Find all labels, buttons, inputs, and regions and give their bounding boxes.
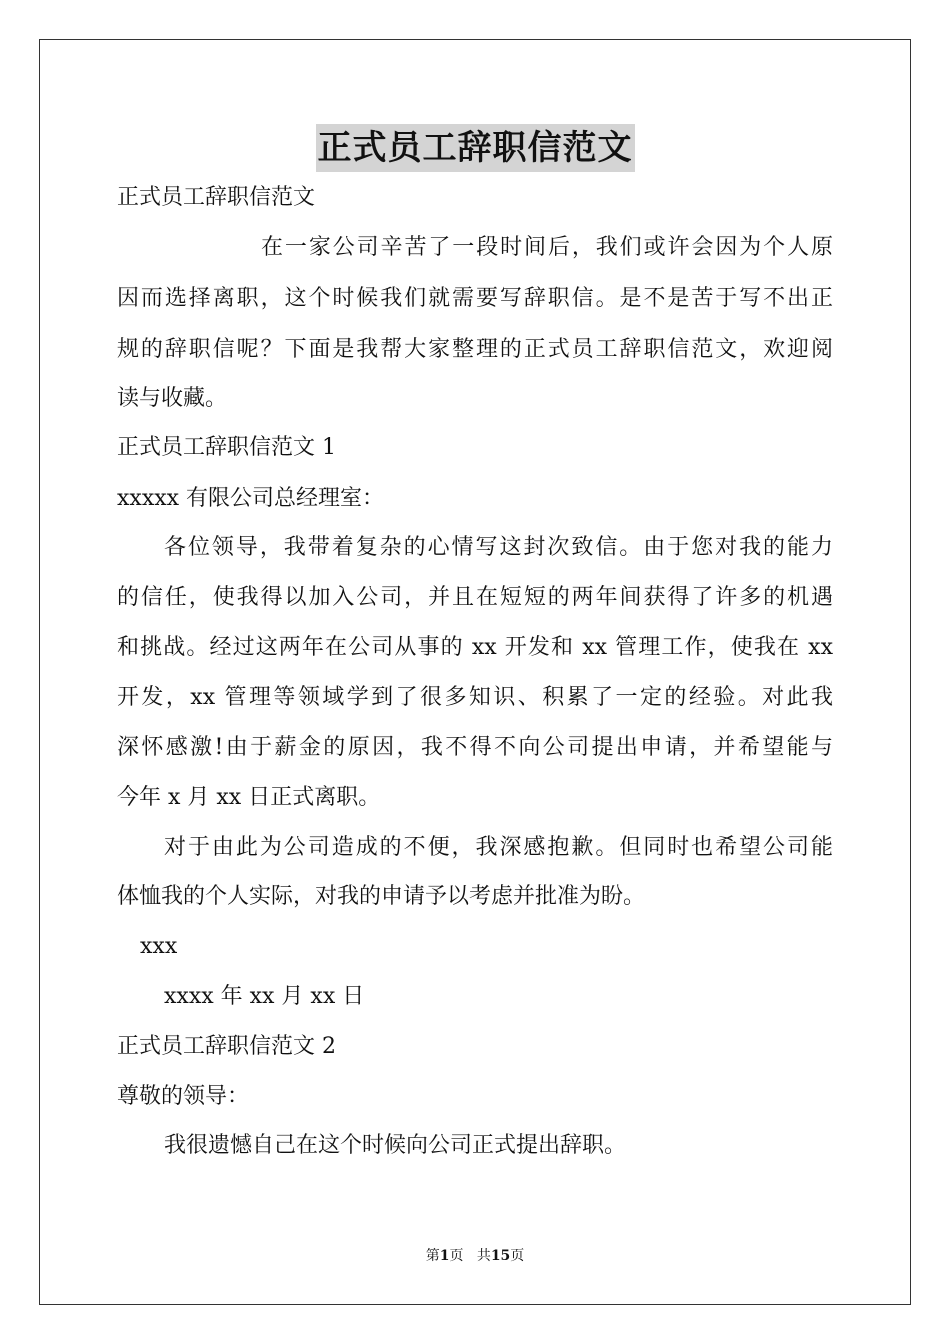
letter1-para1-line3: 和挑战。经过这两年在公司从事的 xx 开发和 xx 管理工作，使我在 xx — [117, 635, 833, 660]
intro-line-1: 在一家公司辛苦了一段时间后，我们或许会因为个人原 — [261, 235, 833, 260]
page-border — [39, 39, 911, 1305]
subtitle-line: 正式员工辞职信范文 — [117, 185, 316, 210]
page-footer — [0, 1246, 950, 1266]
letter1-para1-line5: 深怀感激!由于薪金的原因，我不得不向公司提出申请，并希望能与 — [117, 735, 833, 760]
letter1-para1-line1: 各位领导，我带着复杂的心情写这封次致信。由于您对我的能力 — [164, 535, 833, 560]
letter1-addressee: xxxxx 有限公司总经理室： — [117, 486, 385, 511]
letter1-para2-line2: 体恤我的个人实际，对我的申请予以考虑并批准为盼。 — [117, 884, 646, 909]
letter1-date: xxxx 年 xx 月 xx 日 — [164, 984, 365, 1009]
letter1-signature: xxx — [140, 934, 178, 959]
intro-line-2: 因而选择离职，这个时候我们就需要写辞职信。是不是苦于写不出正 — [117, 286, 833, 311]
document-title: 正式员工辞职信范文 — [316, 124, 635, 172]
title-container — [0, 124, 950, 172]
page-number: 1 — [439, 1248, 450, 1264]
total-pages: 15 — [490, 1248, 511, 1264]
total-prefix: 共 — [476, 1248, 491, 1264]
intro-line-3: 规的辞职信呢？下面是我帮大家整理的正式员工辞职信范文，欢迎阅 — [117, 337, 833, 362]
letter2-para1-line1: 我很遗憾自己在这个时候向公司正式提出辞职。 — [164, 1133, 627, 1158]
letter1-para1-line6: 今年 x 月 xx 日正式离职。 — [117, 785, 381, 810]
letter1-para1-line4: 开发，xx 管理等领域学到了很多知识、积累了一定的经验。对此我 — [117, 685, 833, 710]
intro-line-4: 读与收藏。 — [117, 386, 228, 411]
section-heading-1: 正式员工辞职信范文 1 — [117, 435, 336, 460]
letter2-salutation: 尊敬的领导： — [117, 1084, 250, 1109]
page-suffix: 页 — [449, 1248, 464, 1264]
letter1-para2-line1: 对于由此为公司造成的不便，我深感抱歉。但同时也希望公司能 — [164, 835, 833, 860]
letter1-para1-line2: 的信任，使我得以加入公司，并且在短短的两年间获得了许多的机遇 — [117, 585, 833, 610]
total-suffix: 页 — [510, 1248, 525, 1264]
section-heading-2: 正式员工辞职信范文 2 — [117, 1034, 336, 1059]
page-prefix: 第 — [425, 1248, 440, 1264]
